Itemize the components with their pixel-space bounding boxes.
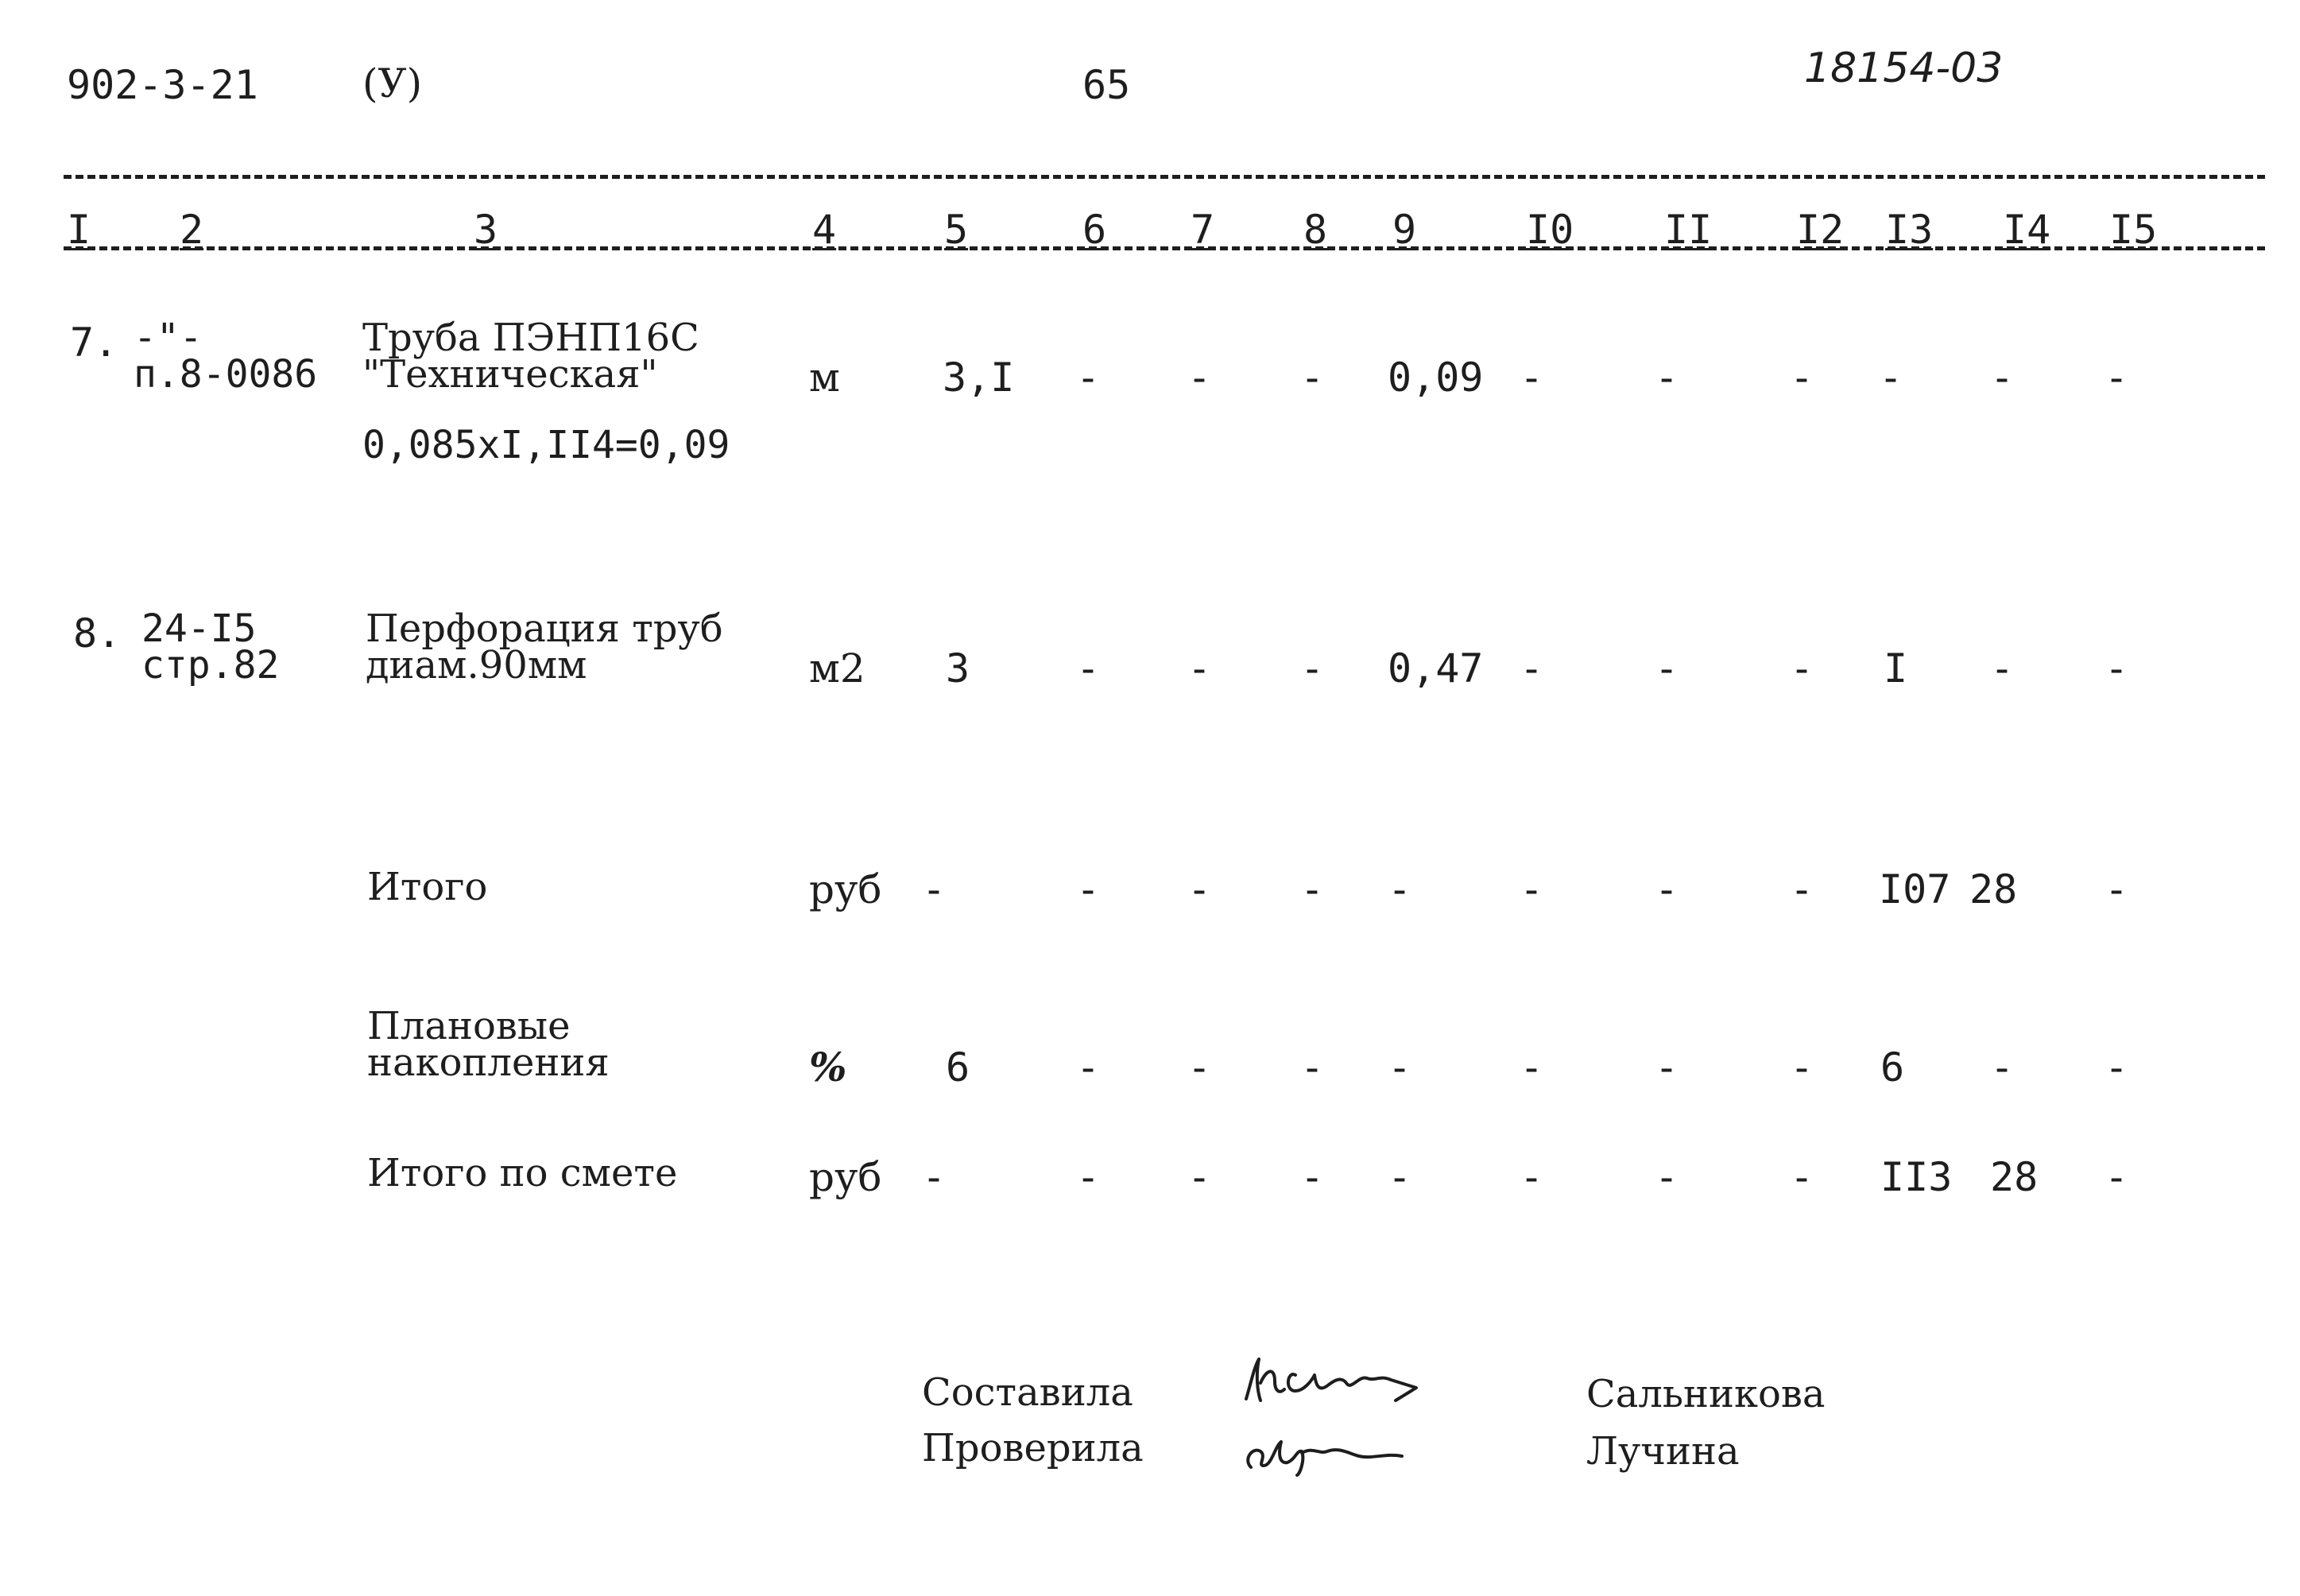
column-number: I5 [2109,207,2158,253]
row-name: Плановые накопления [367,1004,610,1085]
page-number: 65 [1082,62,1131,108]
cell-col13: I [1884,645,1908,691]
cell-col10: - [1520,1154,1544,1200]
row-name: Итого [367,865,488,909]
cell-col14: - [1990,1044,2015,1090]
cell-col14: 28 [1990,1154,2039,1200]
cell-col11: - [1655,354,1679,401]
cell-col5: 3 [946,645,970,691]
cell-col15: - [2104,866,2129,912]
cell-col5: - [922,866,947,912]
row-code: 24-I5 стр.82 [141,606,280,688]
cell-col12: - [1790,1154,1814,1200]
ref-number: 18154-03 [1804,45,2004,92]
cell-col12: - [1790,1044,1814,1090]
cell-col8: - [1300,1154,1325,1200]
cell-col5: 3,I [943,354,1015,401]
cell-unit: руб [809,866,882,912]
cell-col14: 28 [1969,866,2018,912]
row-code: -"- п.8-0086 [134,316,318,397]
row-number: 7. [70,320,118,366]
cell-col7: - [1187,1044,1212,1090]
cell-col9: - [1388,1044,1412,1090]
cell-col10: - [1520,354,1544,401]
column-number: 8 [1303,207,1328,253]
cell-col9: - [1388,1154,1412,1200]
column-number: I3 [1885,207,1934,253]
cell-col9: - [1388,866,1412,912]
cell-col6: - [1076,645,1101,691]
column-number: 6 [1082,207,1107,253]
column-number: I [67,207,91,253]
checker-signature [1240,1415,1423,1478]
cell-col5: 6 [946,1044,970,1090]
cell-col6: - [1076,354,1101,401]
compiled-name: Сальникова [1586,1372,1826,1416]
cell-col14: - [1990,645,2015,691]
doc-code: 902-3-21 [67,62,258,108]
row-number: 8. [73,610,122,657]
cell-col13: 6 [1880,1044,1905,1090]
cell-col6: - [1076,1044,1101,1090]
cell-unit: м [809,354,840,401]
column-number: 3 [474,207,498,253]
column-number: I4 [2003,207,2051,253]
cell-col15: - [2104,354,2129,401]
cell-col6: - [1076,1154,1101,1200]
cell-col12: - [1790,645,1814,691]
column-number: I2 [1796,207,1845,253]
row-name: Итого по смете [367,1151,678,1195]
cell-col9: 0,09 [1388,354,1484,401]
cell-col15: - [2104,645,2129,691]
row-name: Перфорация труб диам.90мм [366,606,723,688]
cell-col13: I07 [1879,866,1951,912]
checked-label: Проверила [922,1426,1144,1470]
cell-col8: - [1300,645,1325,691]
cell-col15: - [2104,1154,2129,1200]
cell-unit: м2 [809,645,865,691]
checked-name: Лучина [1586,1429,1740,1474]
cell-col7: - [1187,645,1212,691]
compiler-signature [1240,1343,1446,1415]
cell-col12: - [1790,866,1814,912]
cell-col11: - [1655,866,1679,912]
column-number: 2 [180,207,204,253]
cell-col15: - [2104,1044,2129,1090]
cell-col6: - [1076,866,1101,912]
column-number: 7 [1191,207,1215,253]
cell-col13: II3 [1880,1154,1953,1200]
cell-col8: - [1300,866,1325,912]
column-number: 5 [944,207,969,253]
cell-col8: - [1300,1044,1325,1090]
cell-col7: - [1187,1154,1212,1200]
row-formula: 0,085хI,II4=0,09 [362,423,730,467]
cell-col14: - [1990,354,2015,401]
doc-mark: (У) [362,60,423,107]
column-header-separator [64,246,2265,250]
cell-unit: % [809,1044,847,1090]
cell-col7: - [1187,866,1212,912]
cell-col12: - [1790,354,1814,401]
cell-col11: - [1655,645,1679,691]
column-number: II [1664,207,1713,253]
compiled-label: Составила [922,1370,1133,1415]
row-name: Труба ПЭНП16С "Техническая" [362,316,699,397]
column-number: 4 [812,207,837,253]
cell-col10: - [1520,1044,1544,1090]
cell-col5: - [922,1154,947,1200]
cell-col10: - [1520,866,1544,912]
cell-col9: 0,47 [1388,645,1484,691]
cell-col8: - [1300,354,1325,401]
cell-unit: руб [809,1154,882,1200]
column-number: I0 [1526,207,1574,253]
cell-col7: - [1187,354,1212,401]
cell-col11: - [1655,1044,1679,1090]
cell-col11: - [1655,1154,1679,1200]
header-separator [64,175,2265,179]
column-number: 9 [1392,207,1417,253]
cell-col10: - [1520,645,1544,691]
cell-col13: - [1879,354,1903,401]
